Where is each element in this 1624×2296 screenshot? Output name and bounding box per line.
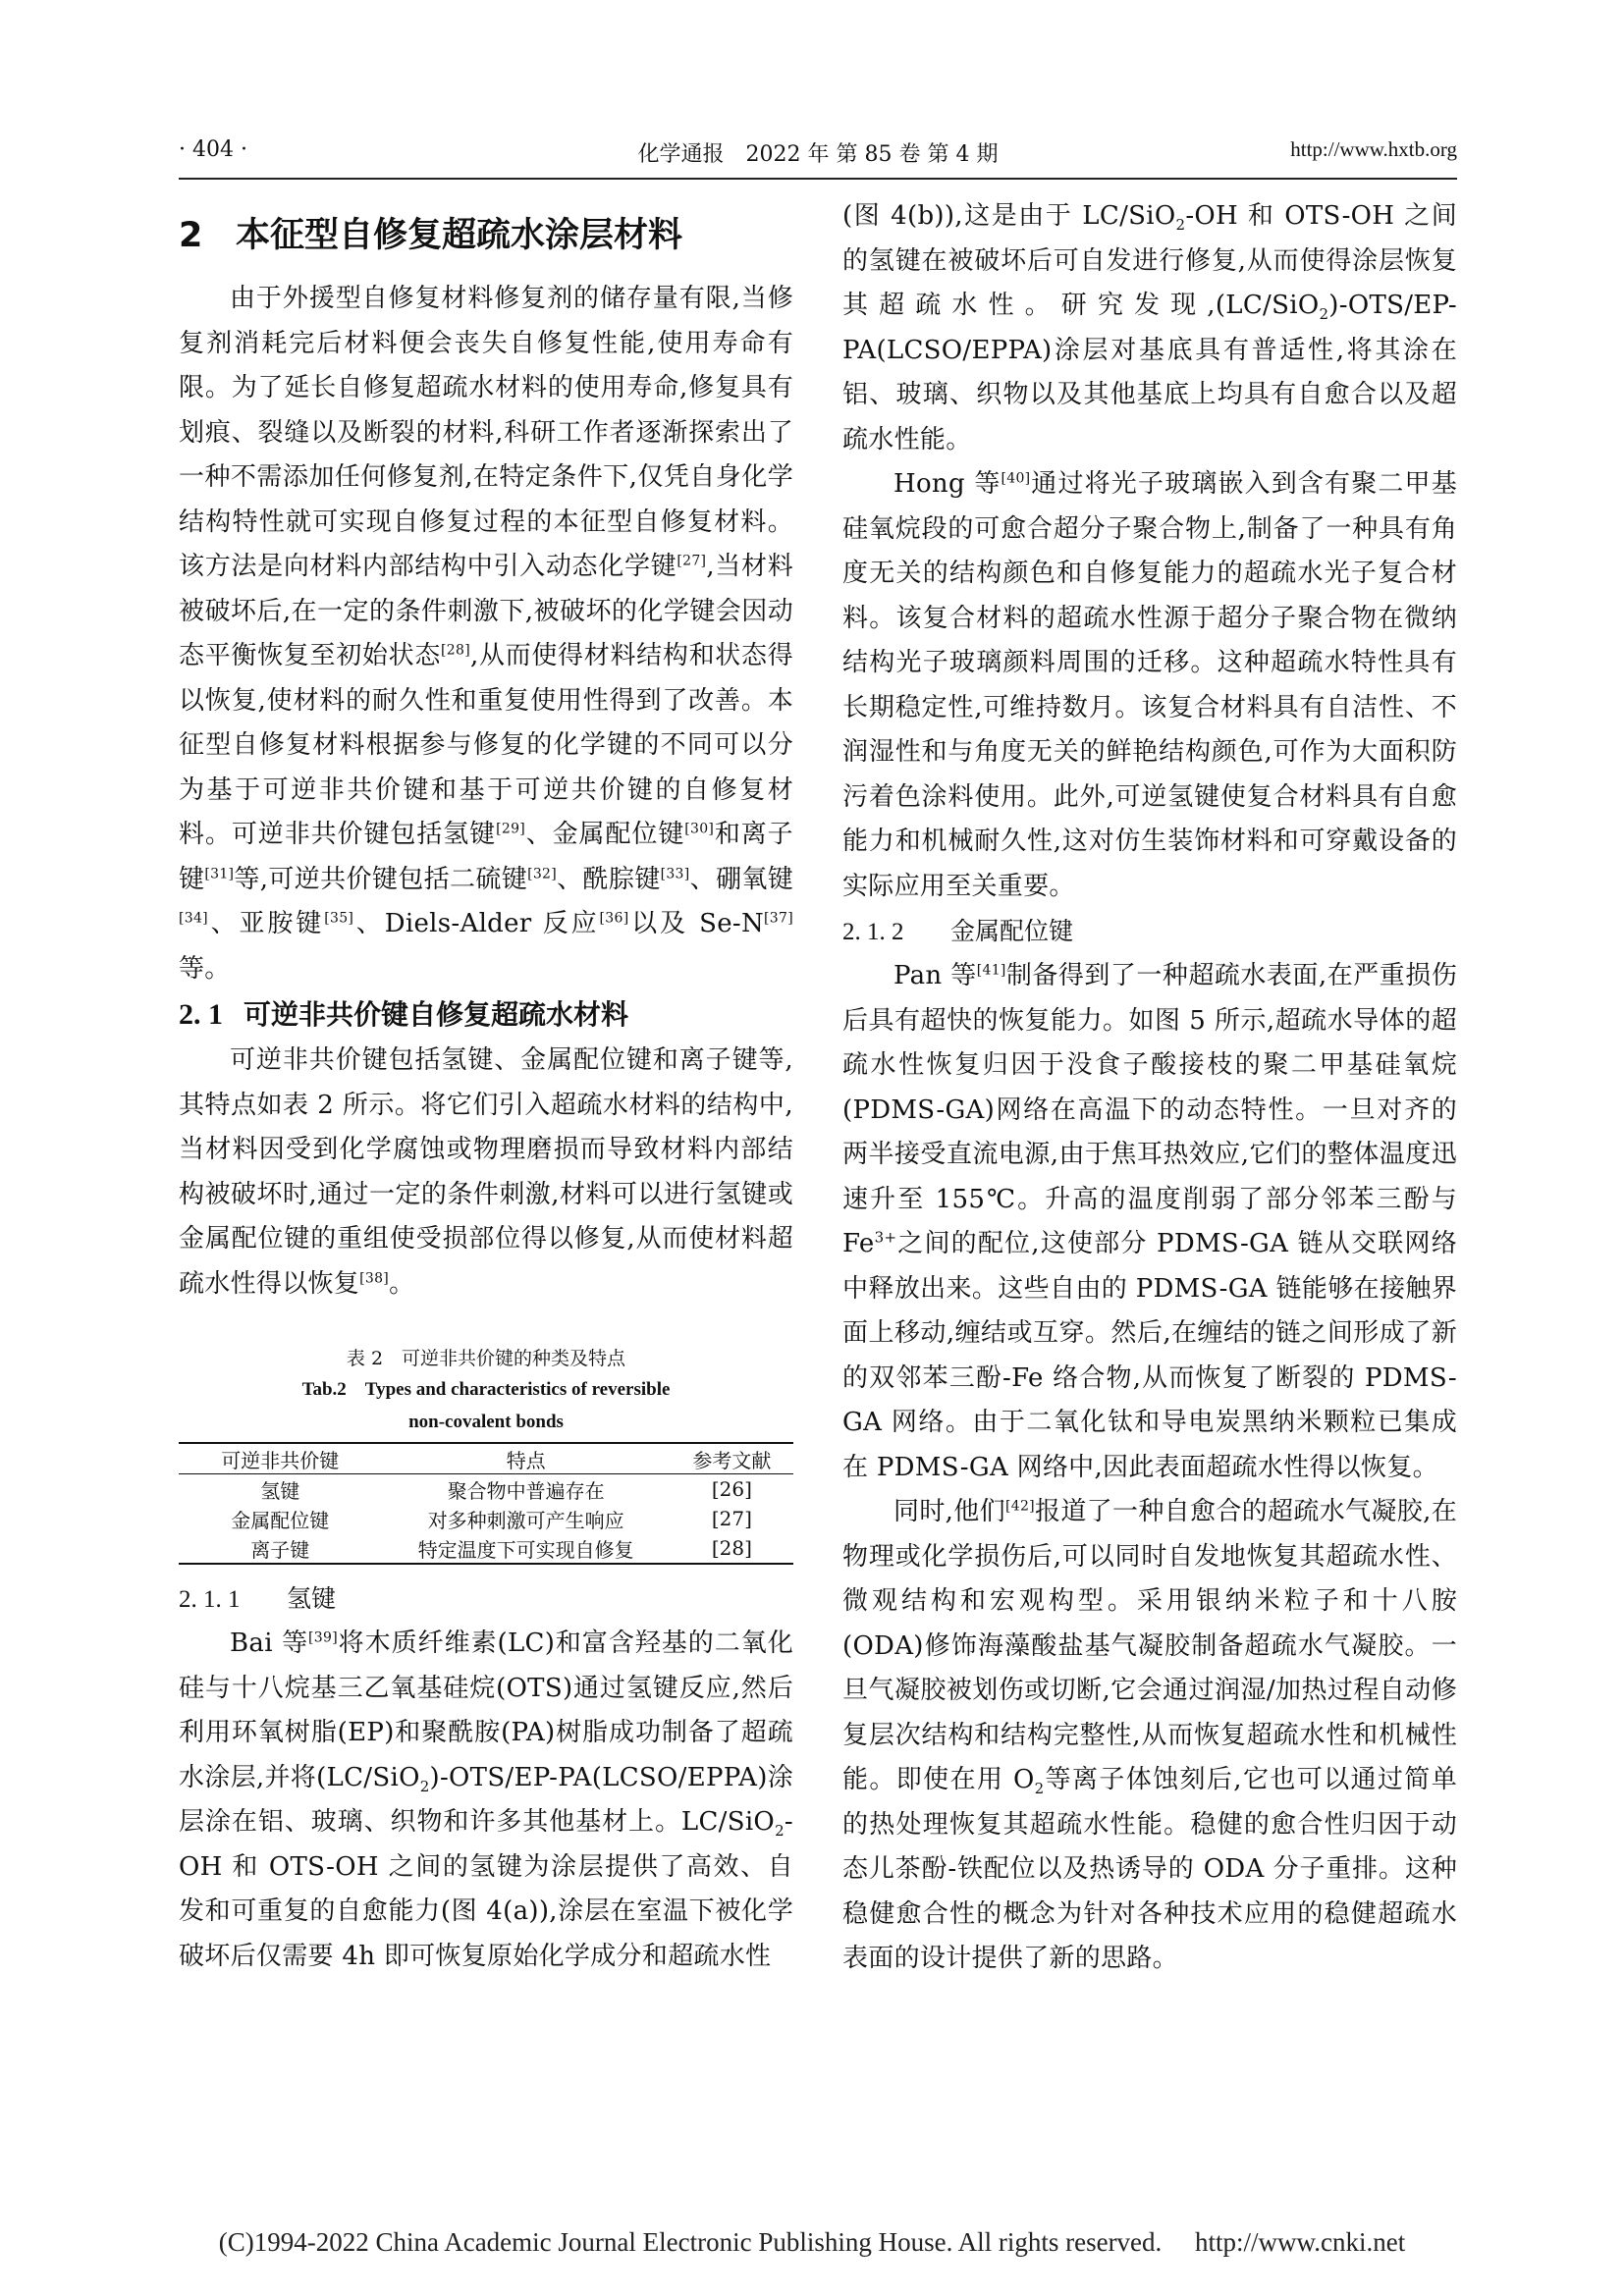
table-row (179, 1504, 793, 1533)
paragraph-continued: (图 4(b)),这是由于 LC/SiO$_2$-OH 和 OTS-OH 之间的氢键在被破坏后可自发进行修复,从而使得涂层恢复其超疏水性。研究发现,(LC/SiO$_2$)-OTS/EP-PA(LCSO/EPPA)涂层对基底具有普适性,将其涂在铝、玻璃、织物以及其他基底上均具有自愈合以及超疏水性能。 (842, 201, 1457, 454)
table-cell: 氢键 (260, 1478, 300, 1503)
citation: [42] (1004, 1498, 1035, 1515)
subsection-heading (179, 991, 793, 1039)
journal-url[interactable]: http://www.hxtb.org (1290, 137, 1457, 161)
header-rule (179, 178, 1457, 180)
subsubsection-number: 2. 1. 2 (842, 919, 904, 945)
citation: [31] (204, 865, 235, 881)
citation: [40] (1001, 470, 1031, 487)
subsection-number: 2. 1 (179, 998, 223, 1031)
citation: [30] (684, 821, 715, 837)
table-caption-cn: 表 2 可逆非共价键的种类及特点 (346, 1348, 626, 1369)
paragraph-intro: 由于外援型自修复材料修复剂的储存量有限,当修复剂消耗完后材料便会丧失自修复性能,使用寿命有限。为了延长自修复超疏水材料的使用寿命,修复具有划痕、裂缝以及断裂的材料,科研工作者逐渐探索出了一种不需添加任何修复剂,在特定条件下,仅凭自身化学结构特性就可实现自修复过程的本征型自修复材料。该方法是向材料内部结构中引入动态化学键[27],当材料被破坏后,在一定的条件刺激下,被破坏的化学键会因动态平衡恢复至初始状态[28],从而使得材料结构和状态得以恢复,使材料的耐久性和重复使用性得到了改善。本征型自修复材料根据参与修复的化学键的不同可以分为基于可逆非共价键和基于可逆共价键的自修复材料。可逆非共价键包括氢键[29]、金属配位键[30]和离子键[31]等,可逆共价键包括二硫键[32]、酰腙键[33]、硼氧键[34]、亚胺键[35]、Diels-Alder 反应[36]以及 Se-N[37]等。 (179, 284, 794, 984)
left-column (179, 194, 793, 1979)
citation: [34] (179, 910, 208, 927)
page-number: · 404 · (179, 137, 247, 162)
paragraph-aerogel: 同时,他们[42]报道了一种自愈合的超疏水气凝胶,在物理或化学损伤后,可以同时自发地恢复其超疏水性、微观结构和宏观构型。采用银纳米粒子和十八胺(ODA)修饰海藻酸盐基气凝胶制备超疏水气凝胶。一旦气凝胶被划伤或切断,它会通过润湿/加热过程自动修复层次结构和结构完整性,从而恢复超疏水性和机械性能。即使在用 $O_2$等离子体蚀刻后,它也可以通过简单的热处理恢复其超疏水性能。稳健的愈合性归因于动态儿茶酚-铁配位以及热诱导的 ODA 分子重排。这种稳健愈合性的概念为针对各种技术应用的稳健超疏水表面的设计提供了新的思路。 (842, 1497, 1458, 1973)
subsection-title: 可逆非共价键自修复超疏水材料 (244, 998, 629, 1031)
subsubsection-heading (842, 909, 1457, 954)
column-header: 参考文献 (692, 1448, 772, 1472)
copyright-footer: (C)1994-2022 China Academic Journal Electronic Publishing House. All rights reserved. http://www.cnki.net (218, 2227, 1406, 2257)
citation: [28] (441, 642, 470, 659)
citation: [32] (527, 865, 558, 881)
paragraph-hydrogen-bond: Bai 等[39]将木质纤维素(LC)和富含羟基的二氧化硅与十八烷基三乙氧基硅烷(OTS)通过氢键反应,然后利用环氧树脂(EP)和聚酰胺(PA)树脂成功制备了超疏水涂层,并将(LC/SiO$_2$)-OTS/EP-PA(LCSO/EPPA)涂层涂在铝、玻璃、织物和许多其他基材上。LC/SiO$_2$-OH 和 OTS-OH 之间的氢键为涂层提供了高效、自发和可重复的自愈能力(图 4(a)),涂层在室温下被化学破坏后仅需要 4h 即可恢复原始化学成分和超疏水性 (179, 1629, 794, 1971)
citation: [29] (496, 821, 526, 837)
table-cell: 聚合物中普遍存在 (447, 1478, 605, 1503)
section-heading (179, 194, 793, 277)
table-cell: 特定温度下可实现自修复 (417, 1537, 634, 1562)
journal-info: 化学通报 2022 年 第 85 卷 第 4 期 (637, 142, 999, 167)
table-cell: 对多种刺激可产生响应 (427, 1508, 624, 1532)
section-number: 2 (179, 216, 203, 255)
paragraph-pan: Pan 等[41]制备得到了一种超疏水表面,在严重损伤后具有超快的恢复能力。如图 5 所示,超疏水导体的超疏水性恢复归因于没食子酸接枝的聚二甲基硅氧烷(PDMS-GA)网络在高温下的动态特性。一旦对齐的两半接受直流电源,由于焦耳热效应,它们的整体温度迅速升至 155℃。升高的温度削弱了部分邻苯三酚与 $Fe^{3+}$之间的配位,这使部分 PDMS-GA 链从交联网络中释放出来。这些自由的 PDMS-GA 链能够在接触界面上移动,缠结或互穿。然后,在缠结的链之间形成了新的双邻苯三酚-Fe 络合物,从而恢复了断裂的 PDMS-GA 网络。由于二氧化钛和导电炭黑纳米颗粒已集成在 PDMS-GA 网络中,因此表面超疏水性得以恢复。 (842, 961, 1457, 1482)
table-row (179, 1533, 793, 1564)
citation: [27] (677, 553, 707, 569)
citation: [39] (308, 1629, 338, 1646)
table-cell: 金属配位键 (231, 1508, 330, 1532)
section-title: 本征型自修复超疏水涂层材料 (236, 216, 683, 255)
table-caption-en-line2: non-covalent bonds (408, 1412, 564, 1432)
column-header: 特点 (506, 1448, 546, 1472)
page-header (179, 137, 1457, 177)
paragraph-hong: Hong 等[40]通过将光子玻璃嵌入到含有聚二甲基硅氧烷段的可愈合超分子聚合物上,制备了一种具有角度无关的结构颜色和自修复能力的超疏水光子复合材料。该复合材料的超疏水性源于超分子聚合物在微纳结构光子玻璃颜料周围的迁移。这种超疏水特性具有长期稳定性,可维持数月。该复合材料具有自洁性、不润湿性和与角度无关的鲜艳结构颜色,可作为大面积防污着色涂料使用。此外,可逆氢键使复合材料具有自愈能力和机械耐久性,这对仿生装饰材料和可穿戴设备的实际应用至关重要。 (842, 469, 1457, 901)
subsubsection-title: 金属配位键 (950, 917, 1074, 945)
citation: [33] (660, 865, 690, 881)
citation: [37] (764, 910, 793, 927)
table-row (179, 1474, 793, 1505)
right-column (842, 194, 1457, 1982)
citation: [35] (324, 910, 354, 927)
bond-types-table (179, 1442, 793, 1565)
citation: [38] (359, 1269, 390, 1286)
subsubsection-number: 2. 1. 1 (179, 1586, 241, 1613)
citation: [41] (976, 962, 1006, 979)
paragraph-noncovalent: 可逆非共价键包括氢键、金属配位键和离子键等,其特点如表 2 所示。将它们引入超疏水材料的结构中,当材料因受到化学腐蚀或物理磨损而导致材料内部结构被破坏时,通过一定的条件刺激,材料可以进行氢键或金属配位键的重组使受损部位得以修复,从而使材料超疏水性得以恢复[38]。 (179, 1045, 793, 1299)
citation: [36] (599, 910, 629, 927)
subsubsection-heading (179, 1576, 793, 1622)
table-cell: [27] (711, 1507, 752, 1530)
column-header: 可逆非共价键 (221, 1448, 340, 1472)
table-header-row (179, 1443, 793, 1474)
table-cell: 离子键 (250, 1537, 310, 1562)
table-caption-en-line1: Tab.2 Types and characteristics of reversible (301, 1379, 671, 1400)
table-cell: [28] (711, 1536, 752, 1560)
table-cell: [26] (711, 1477, 752, 1501)
subsubsection-title: 氢键 (287, 1584, 337, 1613)
